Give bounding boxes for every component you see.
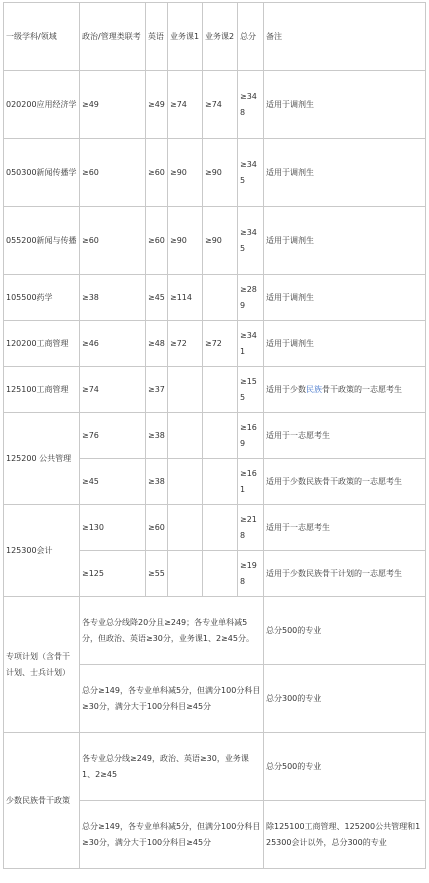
cell-english: ≥55: [146, 551, 168, 597]
cell-english: ≥45: [146, 275, 168, 321]
cell-total: ≥169: [238, 413, 264, 459]
cell-politics: ≥49: [80, 71, 146, 139]
cell-total: ≥161: [238, 459, 264, 505]
cell-requirement: 各专业总分线≥249，政治、英语≥30，业务课1、2≥45: [80, 733, 264, 801]
cell-notes: 适用于调剂生: [264, 71, 426, 139]
cell-course1: [168, 459, 203, 505]
header-notes: 备注: [264, 3, 426, 71]
cell-politics: ≥74: [80, 367, 146, 413]
cell-english: ≥37: [146, 367, 168, 413]
score-table: [3, 2, 426, 869]
cell-course2: [203, 459, 238, 505]
minority-link[interactable]: 民族: [306, 384, 322, 394]
cell-course1: [168, 505, 203, 551]
cell-course2: [203, 413, 238, 459]
cell-discipline: 少数民族骨干政策: [4, 733, 80, 869]
cell-requirement: 总分≥149，各专业单科减5分，但满分100分科目≥30分，满分大于100分科目≥45分: [80, 665, 264, 733]
cell-discipline: 120200工商管理: [4, 321, 80, 367]
table-row: [4, 505, 426, 551]
cell-notes: 适用于一志愿考生: [264, 505, 426, 551]
cell-english: ≥60: [146, 505, 168, 551]
cell-discipline: 专项计划（含骨干计划、士兵计划）: [4, 597, 80, 733]
cell-english: ≥60: [146, 207, 168, 275]
cell-course1: [168, 551, 203, 597]
cell-english: ≥49: [146, 71, 168, 139]
cell-discipline: 125200 公共管理: [4, 413, 80, 505]
notes-text: 适用于少数: [266, 384, 306, 394]
table-row: [4, 367, 426, 413]
header-politics: 政治/管理类联考: [80, 3, 146, 71]
cell-english: ≥38: [146, 413, 168, 459]
cell-politics: ≥45: [80, 459, 146, 505]
cell-politics: ≥130: [80, 505, 146, 551]
cell-english: ≥60: [146, 139, 168, 207]
header-row: [4, 3, 426, 71]
table-row: [4, 413, 426, 459]
cell-politics: ≥60: [80, 139, 146, 207]
cell-notes: 适用于一志愿考生: [264, 413, 426, 459]
cell-notes: 适用于调剂生: [264, 275, 426, 321]
cell-total: ≥348: [238, 71, 264, 139]
cell-notes: 适用于调剂生: [264, 139, 426, 207]
cell-course2: ≥72: [203, 321, 238, 367]
cell-total: ≥345: [238, 207, 264, 275]
cell-notes: 适用于调剂生: [264, 321, 426, 367]
cell-course1: ≥74: [168, 71, 203, 139]
cell-discipline: 055200新闻与传播: [4, 207, 80, 275]
cell-course2: ≥74: [203, 71, 238, 139]
cell-notes: 适用于调剂生: [264, 207, 426, 275]
cell-politics: ≥60: [80, 207, 146, 275]
cell-course1: [168, 413, 203, 459]
cell-course2: [203, 275, 238, 321]
cell-course2: ≥90: [203, 139, 238, 207]
cell-course2: [203, 367, 238, 413]
cell-course1: ≥90: [168, 139, 203, 207]
cell-notes: 总分500的专业: [264, 733, 426, 801]
header-total: 总分: [238, 3, 264, 71]
cell-course2: [203, 551, 238, 597]
cell-course2: ≥90: [203, 207, 238, 275]
cell-politics: ≥46: [80, 321, 146, 367]
cell-total: ≥289: [238, 275, 264, 321]
cell-course1: [168, 367, 203, 413]
notes-text: 骨干政策的一志愿考生: [322, 384, 402, 394]
cell-english: ≥48: [146, 321, 168, 367]
cell-notes: [264, 367, 426, 413]
cell-notes: 适用于少数民族骨干政策的一志愿考生: [264, 459, 426, 505]
table-row: [4, 321, 426, 367]
cell-discipline: 125300会计: [4, 505, 80, 597]
table-row: [4, 71, 426, 139]
table-row: [4, 207, 426, 275]
header-discipline: 一级学科/领域: [4, 3, 80, 71]
header-course1: 业务课1: [168, 3, 203, 71]
table-row: [4, 275, 426, 321]
header-course2: 业务课2: [203, 3, 238, 71]
header-english: 英语: [146, 3, 168, 71]
cell-total: ≥155: [238, 367, 264, 413]
cell-total: ≥345: [238, 139, 264, 207]
cell-notes: 总分300的专业: [264, 665, 426, 733]
table-row: [4, 733, 426, 801]
cell-discipline: 105500药学: [4, 275, 80, 321]
cell-discipline: 125100工商管理: [4, 367, 80, 413]
cell-discipline: 050300新闻传播学: [4, 139, 80, 207]
table-row: [4, 597, 426, 665]
cell-course1: ≥114: [168, 275, 203, 321]
cell-notes: 适用于少数民族骨干计划的一志愿考生: [264, 551, 426, 597]
cell-politics: ≥76: [80, 413, 146, 459]
cell-course1: ≥72: [168, 321, 203, 367]
cell-notes: 除125100工商管理、125200公共管理和125300会计以外，总分300的专业: [264, 801, 426, 869]
cell-politics: ≥125: [80, 551, 146, 597]
cell-discipline: 020200应用经济学: [4, 71, 80, 139]
cell-total: ≥218: [238, 505, 264, 551]
cell-english: ≥38: [146, 459, 168, 505]
cell-requirement: 总分≥149，各专业单科减5分，但满分100分科目≥30分，满分大于100分科目≥45分: [80, 801, 264, 869]
table-row: [4, 139, 426, 207]
cell-total: ≥341: [238, 321, 264, 367]
cell-total: ≥198: [238, 551, 264, 597]
cell-course1: ≥90: [168, 207, 203, 275]
cell-requirement: 各专业总分线降20分且≥249；各专业单科减5分，但政治、英语≥30分，业务课1、2≥45分。: [80, 597, 264, 665]
cell-notes: 总分500的专业: [264, 597, 426, 665]
cell-course2: [203, 505, 238, 551]
cell-politics: ≥38: [80, 275, 146, 321]
